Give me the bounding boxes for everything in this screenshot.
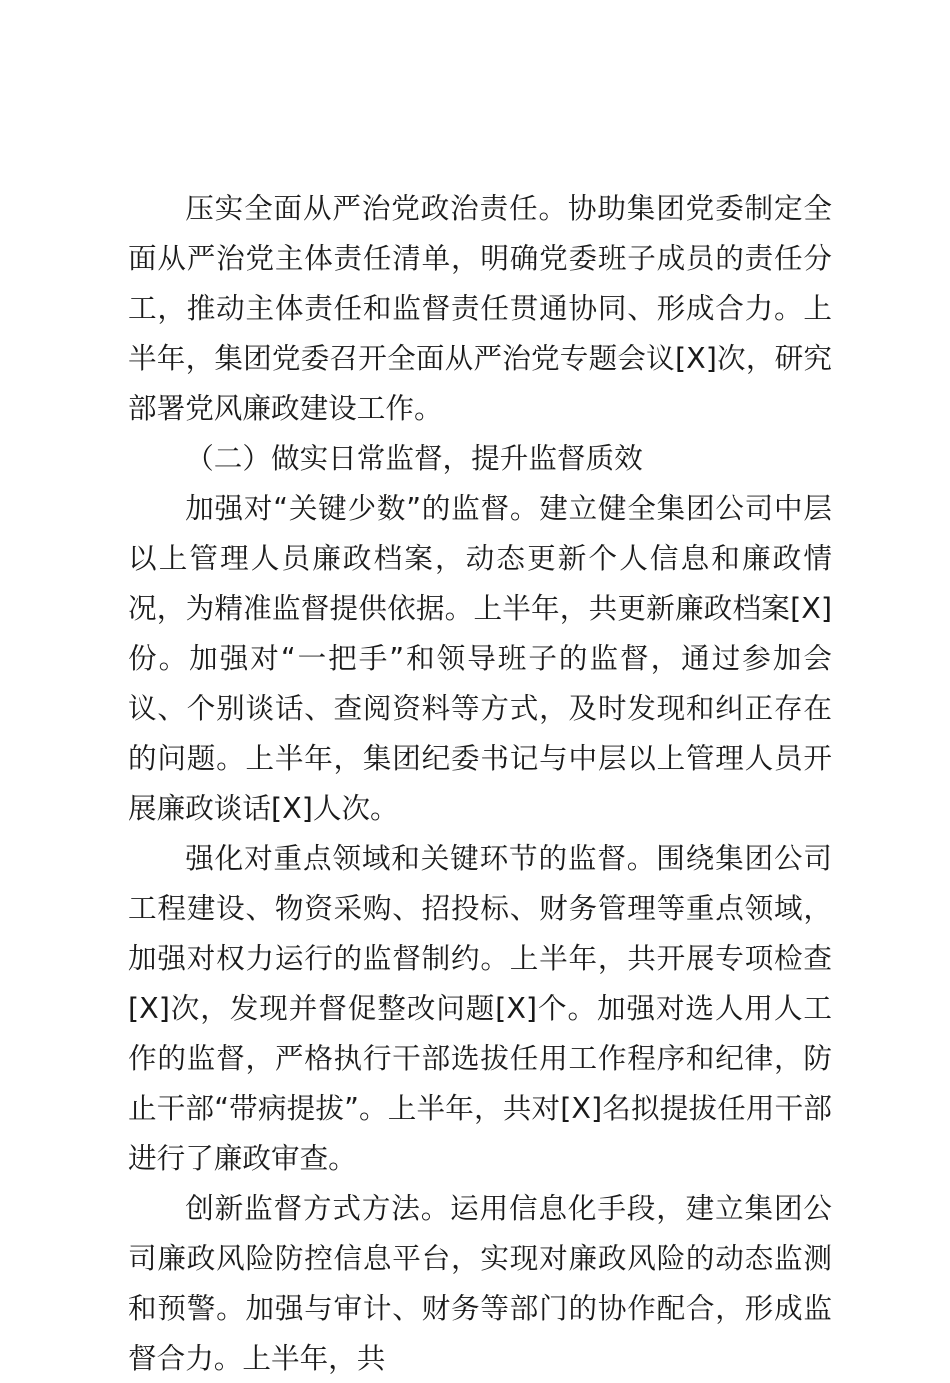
section-heading-daily-supervision: （二）做实日常监督，提升监督质效 <box>185 441 643 475</box>
paragraph-innovation: 创新监督方式方法。运用信息化手段，建立集团公司廉政风险防控信息平台，实现对廉政风险的动态监测和预警。加强与审计、财务等部门的协作配合，形成监督合力。上半年，共 <box>128 1191 832 1375</box>
paragraph-key-minority: 加强对“关键少数”的监督。建立健全集团公司中层以上管理人员廉政档案，动态更新个人信息和廉政情况，为精准监督提供依据。上半年，共更新廉政档案[X]份。加强对“一把手”和领导班子的监督，通过参加会议、个别谈话、查阅资料等方式，及时发现和纠正存在的问题。上半年，集团纪委书记与中层以上管理人员开展廉政谈话[X]人次。 <box>128 491 832 825</box>
document-body <box>128 183 832 1383</box>
paragraph-responsibility: 压实全面从严治党政治责任。协助集团党委制定全面从严治党主体责任清单，明确党委班子成员的责任分工，推动主体责任和监督责任贯通协同、形成合力。上半年，集团党委召开全面从严治党专题会议[X]次，研究部署党风廉政建设工作。 <box>128 191 832 425</box>
paragraph-key-areas: 强化对重点领域和关键环节的监督。围绕集团公司工程建设、物资采购、招投标、财务管理等重点领域，加强对权力运行的监督制约。上半年，共开展专项检查[X]次，发现并督促整改问题[X]个。加强对选人用人工作的监督，严格执行干部选拔任用工作程序和纪律，防止干部“带病提拔”。上半年，共对[X]名拟提拔任用干部进行了廉政审查。 <box>128 841 832 1175</box>
